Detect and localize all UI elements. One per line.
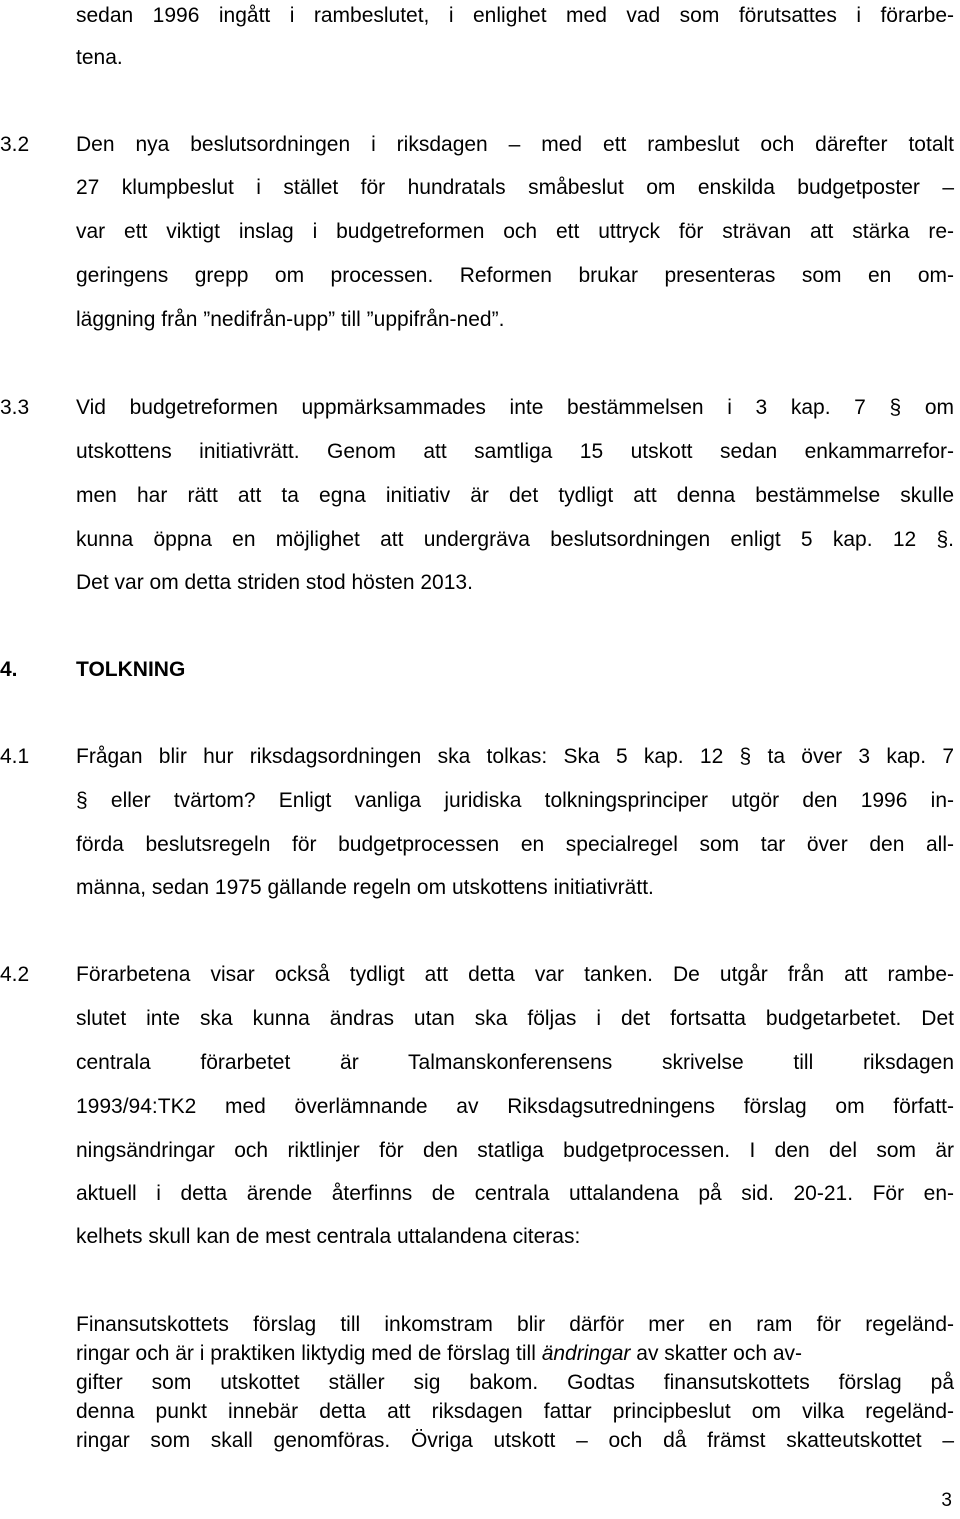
- text-line: aktuell i detta ärende återfinns de centrala uttalandena på sid. 20-21. För en-: [76, 1182, 954, 1205]
- text-line: geringens grepp om processen. Reformen brukar presenteras som en om-: [76, 264, 954, 287]
- text-line: ningsändringar och riktlinjer för den statliga budgetprocessen. I den del som är: [76, 1139, 954, 1162]
- quote-line: ringar som skall genomföras. Övriga utskott – och då främst skatteutskottet –: [76, 1429, 954, 1452]
- quote-line: [76, 1342, 954, 1366]
- text-line: Det var om detta striden stod hösten 2013.: [76, 571, 473, 594]
- quote-line: denna punkt innebär detta att riksdagen fattar principbeslut om vilka regeländ-: [76, 1400, 954, 1423]
- text-line: männa, sedan 1975 gällande regeln om utskottens initiativrätt.: [76, 876, 654, 899]
- section-title: TOLKNING: [76, 658, 186, 681]
- text-line: kelhets skull kan de mest centrala uttalandena citeras:: [76, 1225, 581, 1248]
- text-line: 27 klumpbeslut i stället för hundratals småbeslut om enskilda budgetposter –: [76, 176, 954, 199]
- text-line: kunna öppna en möjlighet att undergräva beslutsordningen enligt 5 kap. 12 §.: [76, 528, 954, 551]
- section-number: 4.2: [0, 963, 30, 986]
- text-line: sedan 1996 ingått i rambeslutet, i enlighet med vad som förutsattes i förarbe-: [76, 4, 954, 27]
- text-line: Förarbetena visar också tydligt att detta var tanken. De utgår från att rambe-: [76, 963, 954, 986]
- text-line: Frågan blir hur riksdagsordningen ska tolkas: Ska 5 kap. 12 § ta över 3 kap. 7: [76, 745, 954, 768]
- text-line: läggning från ”nedifrån-upp” till ”uppifrån-ned”.: [76, 308, 505, 331]
- text-line: utskottens initiativrätt. Genom att samtliga 15 utskott sedan enkammarrefor-: [76, 440, 954, 463]
- quote-line: gifter som utskottet ställer sig bakom. Godtas finansutskottets förslag på: [76, 1371, 954, 1394]
- page-number: 3: [941, 1490, 952, 1511]
- section-number: 3.3: [0, 396, 30, 419]
- text-line: förda beslutsregeln för budgetprocessen en specialregel som tar över den all-: [76, 833, 954, 856]
- text-line: slutet inte ska kunna ändras utan ska följas i det fortsatta budgetarbetet. Det: [76, 1007, 954, 1030]
- section-number: 4.1: [0, 745, 30, 768]
- quote-line: Finansutskottets förslag till inkomstram blir därför mer en ram för regeländ-: [76, 1313, 954, 1336]
- text-line: tena.: [76, 46, 123, 69]
- text-line: 1993/94:TK2 med överlämnande av Riksdagsutredningens förslag om författ-: [76, 1095, 954, 1118]
- quote-text: av skatter och av-: [630, 1342, 803, 1365]
- quote-text: ringar och är i praktiken liktydig med de förslag till: [76, 1342, 542, 1365]
- text-line: men har rätt att ta egna initiativ är det tydligt att denna bestämmelse skulle: [76, 484, 954, 507]
- section-number: 3.2: [0, 133, 30, 156]
- text-line: centrala förarbetet är Talmanskonferensens skrivelse till riksdagen: [76, 1051, 954, 1074]
- text-line: Vid budgetreformen uppmärksammades inte bestämmelsen i 3 kap. 7 § om: [76, 396, 954, 419]
- text-line: var ett viktigt inslag i budgetreformen och ett uttryck för strävan att stärka re-: [76, 220, 954, 243]
- text-line: Den nya beslutsordningen i riksdagen – med ett rambeslut och därefter totalt: [76, 133, 954, 156]
- text-line: § eller tvärtom? Enligt vanliga juridiska tolkningsprinciper utgör den 1996 in-: [76, 789, 954, 812]
- quote-emphasis: ändringar: [541, 1342, 631, 1365]
- section-number: 4.: [0, 658, 18, 681]
